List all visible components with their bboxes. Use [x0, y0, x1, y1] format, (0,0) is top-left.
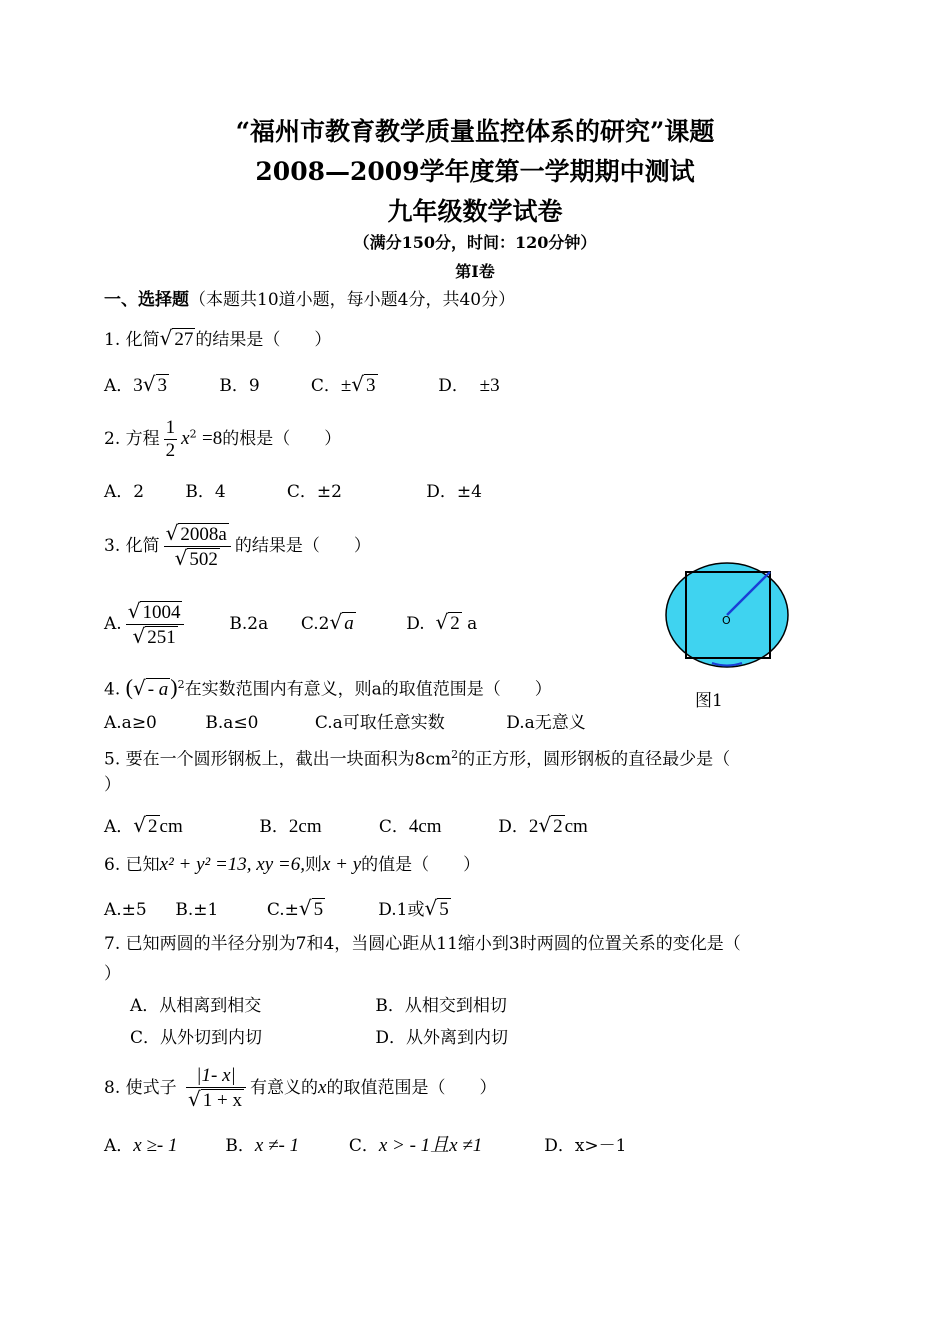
question-1 — [104, 326, 331, 352]
question-number: 6. — [104, 855, 121, 875]
figure-circle-square — [662, 560, 792, 670]
question-text: 有意义的 — [250, 1078, 319, 1098]
option-a: A．2 — [104, 482, 145, 502]
option-b: B.a≤0 — [205, 713, 259, 733]
section-desc: （本题共10道小题，每小题4分，共40分） — [189, 290, 516, 310]
option-d: D．2√ 2 cm — [498, 813, 588, 837]
question-number: 4. — [104, 679, 121, 700]
fraction: $\frac{√ 2008a}{√ 502}$ — [164, 522, 231, 571]
option-a: A. $\frac{√ 1004}{√ 251}$ — [104, 600, 224, 649]
question-text: 已知 — [125, 855, 160, 875]
question-7-options-row2 — [130, 1026, 508, 1050]
score-info: （满分150分，时间：120分钟） — [353, 233, 597, 252]
question-8-options — [104, 1134, 627, 1158]
option-b: B．从相交到相切 — [375, 996, 507, 1016]
title-paper: 九年级数学试卷 — [387, 197, 563, 226]
question-7 — [104, 932, 741, 956]
option-d: D.1或√ 5 — [378, 896, 449, 920]
question-3-options — [104, 600, 477, 649]
option-a: A.±5 — [104, 900, 147, 920]
option-d: D．x>－1 — [544, 1136, 627, 1156]
option-c: C．±√ 3 — [310, 372, 376, 396]
question-2-options — [104, 480, 482, 504]
title-term: 2008—2009学年度第一学期期中测试 — [255, 157, 695, 186]
option-b: B．2cm — [259, 816, 322, 837]
question-number: 1. — [104, 330, 121, 350]
question-text: 使式子 — [125, 1078, 177, 1098]
sqrt-expression: √ 27 — [159, 326, 194, 350]
option-a: A．从相离到相交 — [130, 996, 262, 1016]
option-a: A．3√ 3 — [104, 372, 168, 396]
option-d: D.a无意义 — [506, 713, 586, 733]
question-number: 8. — [104, 1078, 121, 1098]
option-c: C.a可取任意实数 — [314, 713, 445, 733]
question-text: 化简 — [125, 330, 160, 350]
question-text: 化简 — [125, 536, 160, 556]
question-text: 的结果是（ ） — [234, 536, 371, 556]
question-text: 的正方形，圆形钢板的直径最少是（ — [458, 749, 731, 770]
question-1-options — [104, 372, 500, 398]
question-number: 7. — [104, 934, 121, 954]
section-name: 一、选择题 — [104, 290, 189, 310]
question-number: 5. — [104, 749, 121, 770]
question-4: 4. (√ - a)$^2$在实数范围内有意义，则a的取值范围是（ ） — [104, 674, 552, 700]
question-text: 的值是（ ） — [361, 855, 481, 875]
question-number: 3. — [104, 536, 121, 556]
option-c: C．4cm — [378, 816, 442, 837]
fraction: $\frac{1}{2}$ — [165, 417, 176, 461]
question-5-options — [104, 813, 588, 839]
option-c: C.2√ a — [300, 610, 354, 634]
question-number: 2. — [104, 429, 121, 449]
question-7-options-row1 — [130, 994, 507, 1018]
option-a: A.a≥0 — [104, 713, 157, 733]
question-5-wrap: ） — [104, 775, 121, 795]
question-8: 8. 使式子 $\frac{|1- x|}{√ 1 + x}$ 有意义的x的取值范围是（ ） — [104, 1065, 497, 1111]
option-a: A．x ≥- 1 — [104, 1135, 178, 1156]
option-b: B．x ≠- 1 — [225, 1135, 300, 1156]
question-4-options — [104, 711, 586, 735]
question-5: 5. 要在一个圆形钢板上，截出一块面积为$8cm^2$的正方形，圆形钢板的直径最少是（ — [104, 748, 731, 770]
question-text: 的结果是（ ） — [195, 330, 332, 350]
question-7-wrap: ） — [104, 964, 121, 984]
fraction: $\frac{|1- x|}{√ 1 + x}$ — [186, 1065, 246, 1112]
figure-caption: 图1 — [695, 691, 723, 711]
question-text: 的根是（ ） — [222, 429, 342, 449]
option-d: D．±4 — [426, 482, 482, 502]
section-heading — [104, 288, 515, 312]
title-project: “福州市教育教学质量监控体系的研究”课题 — [235, 117, 715, 146]
question-text: 的取值范围是（ ） — [326, 1078, 497, 1098]
option-b: B.2a — [229, 614, 269, 634]
question-2: 2. 方程 $\frac{1}{2}$ $x^2 =8$的根是（ ） — [104, 417, 342, 461]
option-c: C．x > - 1且x ≠1 — [348, 1135, 483, 1156]
question-6-options — [104, 896, 451, 922]
question-text: 要在一个圆形钢板上，截出一块面积为8cm — [125, 749, 452, 770]
question-text: 方程 — [125, 429, 160, 449]
option-c: C．从外切到内切 — [130, 1028, 263, 1048]
option-a: A．√ 2 cm — [104, 813, 183, 837]
center-label: O — [722, 614, 731, 627]
option-b: B．9 — [219, 376, 260, 396]
option-c: C．±2 — [286, 482, 342, 502]
option-d: D．从外离到内切 — [375, 1028, 509, 1048]
question-text: 在实数范围内有意义，则a的取值范围是（ ） — [184, 679, 552, 700]
volume-label: 第Ⅰ卷 — [455, 262, 495, 281]
option-d: D． ±3 — [438, 375, 500, 396]
option-b: B．4 — [185, 482, 226, 502]
option-d: D. √ 2 a — [406, 610, 478, 634]
question-3 — [104, 522, 371, 571]
option-b: B.±1 — [175, 900, 219, 920]
question-6: 6. 已知x² + y² =13, xy =6,则x + y的值是（ ） — [104, 854, 481, 875]
question-text: 已知两圆的半径分别为7和4，当圆心距从11缩小到3时两圆的位置关系的变化是（ — [125, 934, 741, 954]
option-c: C.±√ 5 — [266, 896, 324, 920]
